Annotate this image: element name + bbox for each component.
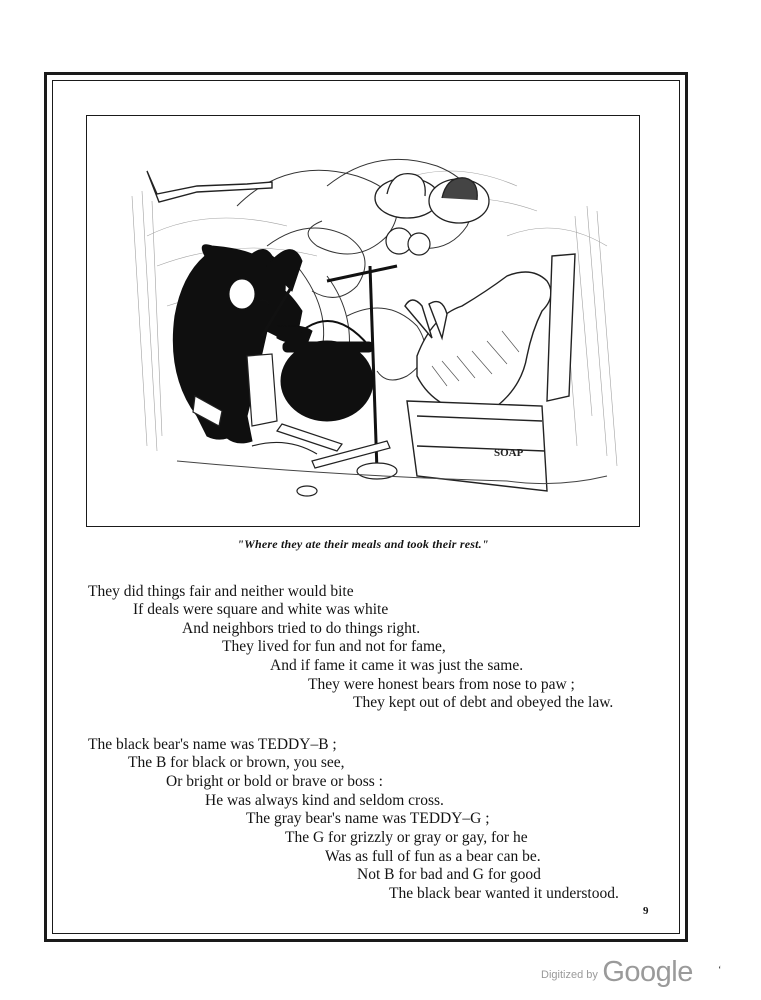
- digitized-by-watermark: [541, 956, 693, 989]
- watermark-prefix: Digitized by: [541, 969, 598, 981]
- poem-line: They were honest bears from nose to paw ;: [308, 676, 575, 693]
- hats: [375, 174, 489, 223]
- poem-line: The B for black or brown, you see,: [128, 754, 345, 771]
- poem-line: And neighbors tried to do things right.: [182, 620, 421, 637]
- poem-line: Was as full of fun as a bear can be.: [325, 848, 541, 865]
- poem-line: They lived for fun and not for fame,: [222, 638, 446, 655]
- poem-line: Or bright or bold or brave or boss :: [166, 773, 383, 790]
- hanging-utensils: [386, 228, 430, 255]
- illustration-bears-cooking: [86, 115, 640, 527]
- poem-line: The gray bear's name was TEDDY–G ;: [246, 810, 490, 827]
- poem-line: The black bear's name was TEDDY–B ;: [88, 736, 337, 753]
- google-logo: Google: [602, 956, 693, 988]
- poem-line: They did things fair and neither would bite: [88, 583, 354, 600]
- poem-line: The G for grizzly or gray or gay, for he: [285, 829, 528, 846]
- scan-mark: ‘: [718, 965, 722, 976]
- poem-line: The black bear wanted it understood.: [389, 885, 619, 902]
- poem-line: If deals were square and white was white: [133, 601, 389, 618]
- poem-line: Not B for bad and G for good: [357, 866, 541, 883]
- poem-line: They kept out of debt and obeyed the law.: [353, 694, 614, 711]
- crate-label: SOAP: [494, 447, 524, 459]
- kettle: [281, 321, 373, 421]
- poem-line: And if fame it came it was just the same.: [270, 657, 524, 674]
- page-number: 9: [643, 905, 649, 917]
- illustration-caption: "Where they ate their meals and took their rest.": [237, 537, 489, 551]
- poem-line: He was always kind and seldom cross.: [205, 792, 444, 809]
- gray-bear: [405, 272, 551, 411]
- shotgun: [147, 171, 272, 202]
